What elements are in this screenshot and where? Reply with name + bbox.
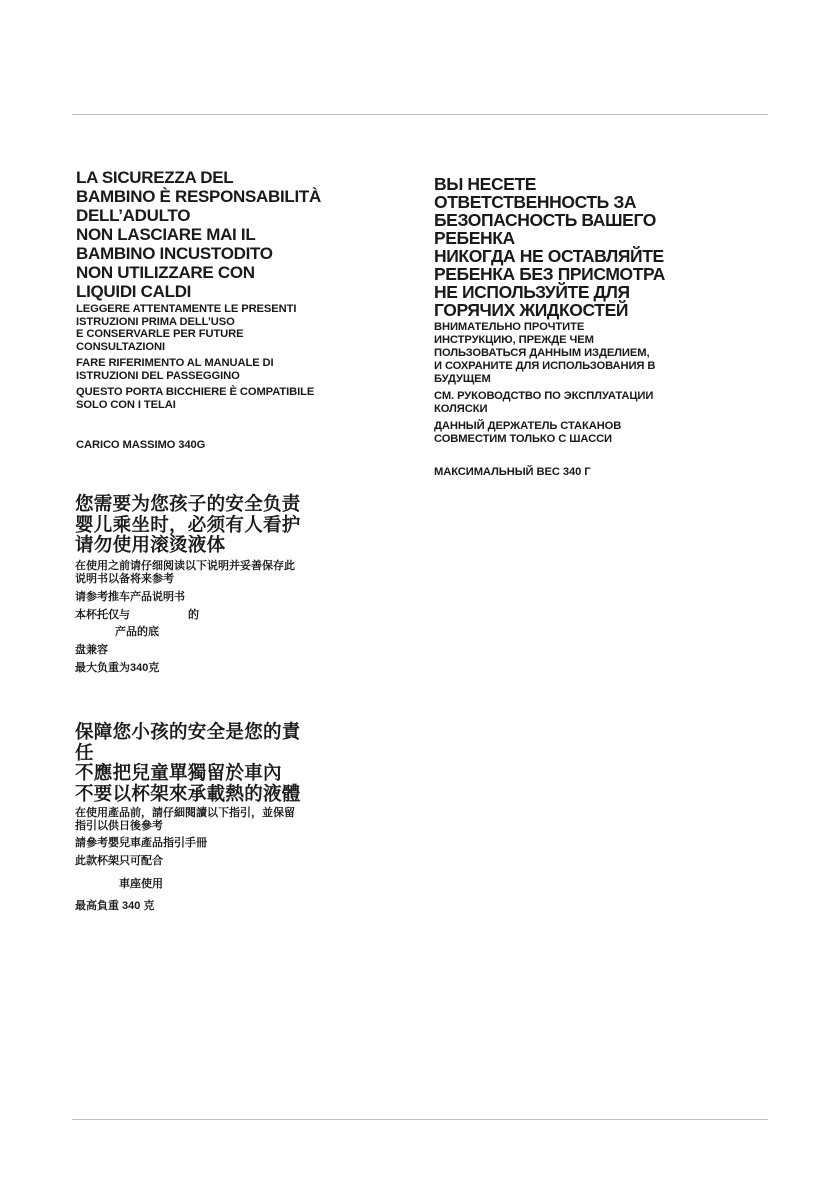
- italian-instruction-stroller-manual: FARE RIFERIMENTO AL MANUALE DI ISTRUZIONI DEL PASSEGGINO: [76, 357, 274, 382]
- zh-t-warning-hot-liquids: 不要以杯架來承載熱的液體: [75, 782, 301, 804]
- zh-t-warning-never-alone: 不應把兒童單獨留於車內: [75, 762, 282, 783]
- russian-warning-responsibility: ВЫ НЕСЕТЕ ОТВЕТСТВЕННОСТЬ ЗА БЕЗОПАСНОСТЬ ВАШЕГО РЕБЕНКА: [434, 174, 656, 248]
- russian-section: [434, 175, 665, 479]
- russian-max-load: МАКСИМАЛЬНЫЙ ВЕС 340 Г: [434, 466, 591, 478]
- zh-t-instruction-read-carefully: 在使用產品前，請仔細閱讀以下指引，並保留 指引以供日後參考: [75, 807, 295, 832]
- italian-warning-never-unattended: NON LASCIARE MAI IL BAMBINO INCUSTODITO: [76, 225, 273, 263]
- zh-t-warning-responsibility: 保障您小孩的安全是您的責: [75, 721, 301, 742]
- italian-max-load: CARICO MASSIMO 340G: [76, 439, 206, 451]
- russian-warning-never-unattended: НИКОГДА НЕ ОСТАВЛЯЙТЕ РЕБЕНКА БЕЗ ПРИСМОТРА: [434, 246, 665, 284]
- russian-instruction-stroller-manual: СМ. РУКОВОДСТВО ПО ЭКСПЛУАТАЦИИ КОЛЯСКИ: [434, 390, 654, 415]
- zh-s-instruction-compatibility-line-2: 产品的底: [115, 625, 159, 638]
- zh-s-instruction-compatibility-line-1: 本杯托仅与 的: [75, 608, 199, 621]
- bottom-divider: [72, 1119, 768, 1120]
- russian-instruction-compatibility: ДАННЫЙ ДЕРЖАТЕЛЬ СТАКАНОВ СОВМЕСТИМ ТОЛЬКО С ШАССИ: [434, 420, 622, 445]
- top-divider: [72, 114, 768, 115]
- russian-warning-hot-liquids: НЕ ИСПОЛЬЗУЙТЕ ДЛЯ ГОРЯЧИХ ЖИДКОСТЕЙ: [434, 282, 630, 320]
- italian-warning-hot-liquids: NON UTILIZZARE CON LIQUIDI CALDI: [76, 263, 255, 301]
- zh-s-warning-responsibility: 您需要为您孩子的安全负责: [75, 493, 301, 514]
- zh-t-max-load: 最高負重 340 克: [75, 900, 155, 912]
- italian-instruction-read-carefully: LEGGERE ATTENTAMENTE LE PRESENTI ISTRUZIONI PRIMA DELL’USO E CONSERVARLE PER FUTURE CONSULTAZIONI: [76, 303, 297, 353]
- traditional-chinese-section: [75, 722, 301, 913]
- zh-s-instruction-stroller-manual: 请参考推车产品说明书: [75, 590, 185, 603]
- zh-s-instruction-read-carefully: 在使用之前请仔细阅读以下说明并妥善保存此 说明书以备将来参考: [75, 559, 295, 585]
- zh-s-warning-supervision: 婴儿乘坐时，必须有人看护: [75, 513, 301, 535]
- zh-t-instruction-compatibility-line-2: 車座使用: [119, 878, 163, 890]
- italian-instruction-compatibility: QUESTO PORTA BICCHIERE È COMPATIBILE SOLO CON I TELAI: [76, 386, 315, 411]
- zh-t-instruction-stroller-manual: 請參考嬰兒車產品指引手冊: [75, 837, 207, 849]
- zh-s-instruction-compatibility-line-3: 盘兼容: [75, 643, 108, 656]
- zh-t-instruction-compatibility-line-1: 此款杯架只可配合: [75, 855, 163, 867]
- russian-instruction-read-carefully: ВНИМАТЕЛЬНО ПРОЧТИТЕ ИНСТРУКЦИЮ, ПРЕЖДЕ ЧЕМ ПОЛЬЗОВАТЬСЯ ДАННЫМ ИЗДЕЛИЕМ, И СОХРАНИТЕ ДЛЯ ИСПОЛЬЗОВАНИЯ В БУДУЩЕМ: [434, 321, 656, 385]
- zh-s-warning-hot-liquids: 请勿使用滚烫液体: [75, 534, 226, 555]
- zh-s-max-load: 最大负重为340克: [75, 661, 160, 674]
- italian-section: [76, 168, 321, 452]
- simplified-chinese-section: [75, 494, 301, 675]
- italian-warning-adult-responsibility: LA SICUREZZA DEL BAMBINO È RESPONSABILITÀ DELL’ADULTO: [76, 168, 321, 225]
- zh-t-warning-responsibility-cont: 任: [75, 741, 94, 763]
